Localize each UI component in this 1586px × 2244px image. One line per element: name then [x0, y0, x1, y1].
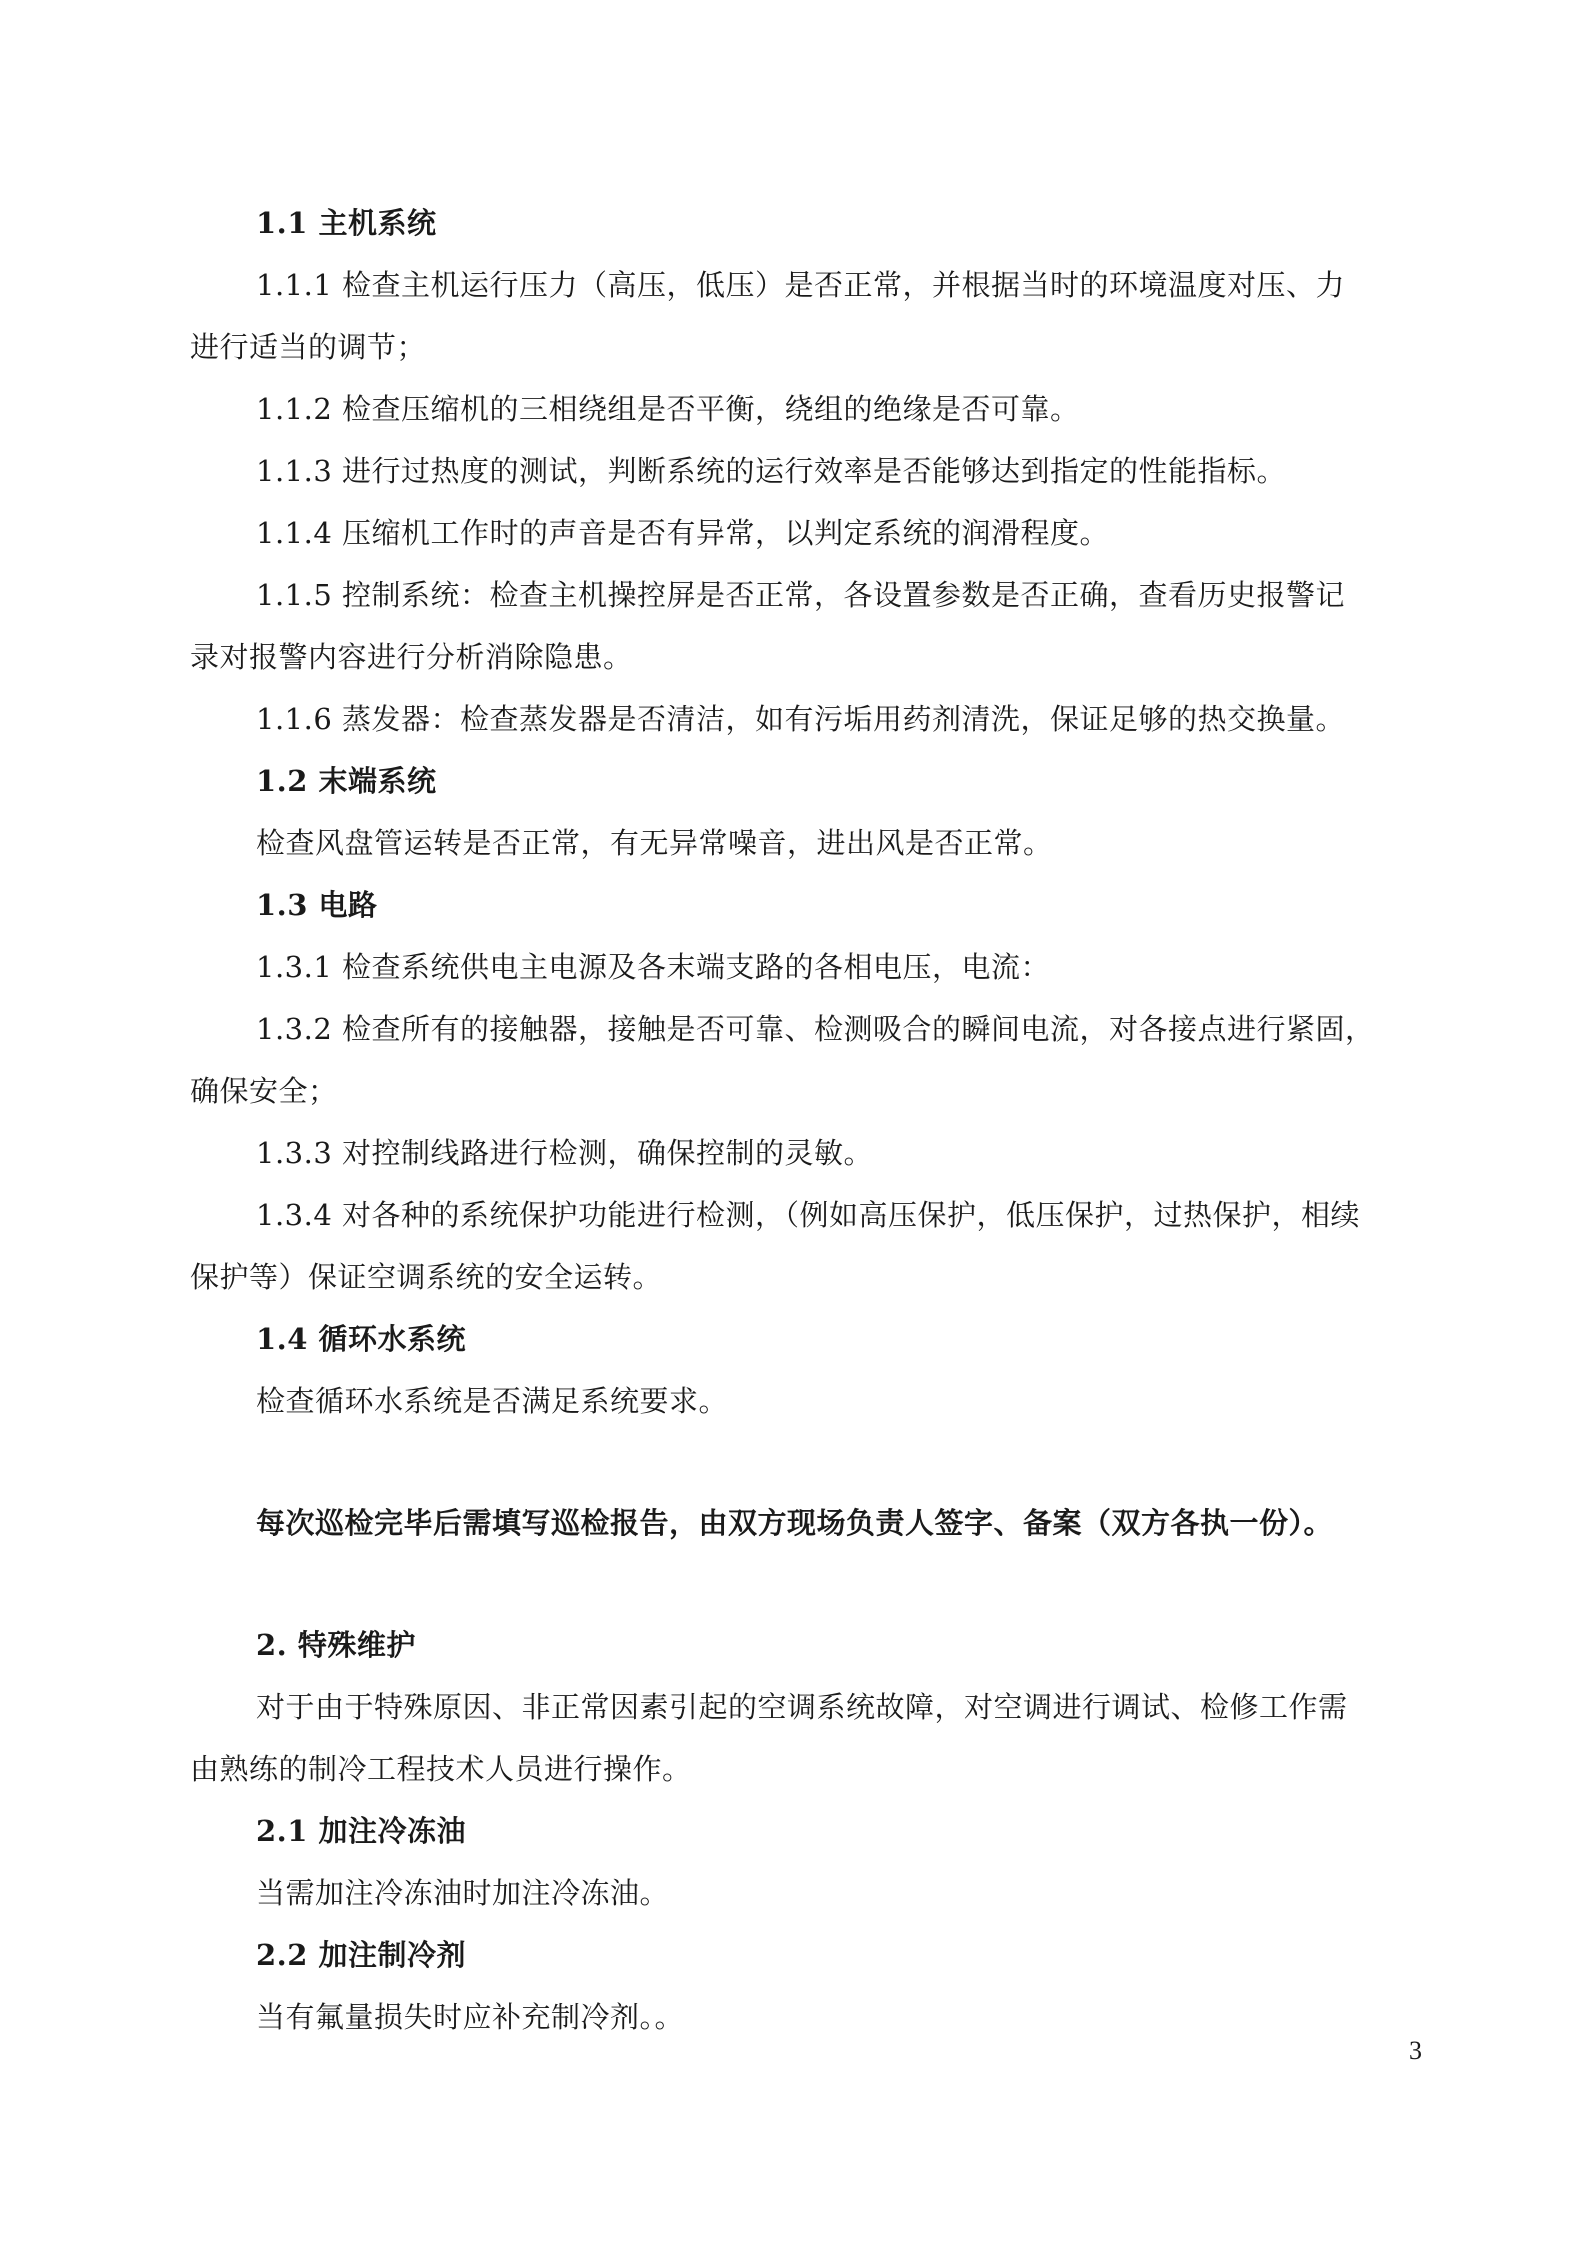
paragraph-1-1-1: 1.1.1 检查主机运行压力（高压，低压）是否正常，并根据当时的环境温度对压、力: [256, 268, 1346, 302]
paragraph-2-1: 当需加注冷冻油时加注冷冻油。: [256, 1876, 670, 1910]
heading-2-2: 2.2 加注制冷剂: [256, 1938, 467, 1972]
heading-1-3: 1.3 电路: [256, 888, 378, 922]
paragraph-1-1-3: 1.1.3 进行过热度的测试，判断系统的运行效率是否能够达到指定的性能指标。: [256, 454, 1287, 488]
paragraph-2: 对于由于特殊原因、非正常因素引起的空调系统故障，对空调进行调试、检修工作需: [256, 1690, 1348, 1724]
paragraph-1-3-4: 1.3.4 对各种的系统保护功能进行检测，（例如高压保护，低压保护，过热保护，相续: [256, 1198, 1361, 1232]
paragraph-1-1-2: 1.1.2 检查压缩机的三相绕组是否平衡，绕组的绝缘是否可靠。: [256, 392, 1080, 426]
paragraph-1-3-4-cont: 保护等）保证空调系统的安全运转。: [190, 1260, 663, 1294]
paragraph-1-3-3: 1.3.3 对控制线路进行检测，确保控制的灵敏。: [256, 1136, 874, 1170]
heading-1-4: 1.4 循环水系统: [256, 1322, 467, 1356]
document-body: [190, 192, 1430, 2048]
paragraph-2-cont: 由熟练的制冷工程技术人员进行操作。: [190, 1752, 692, 1786]
paragraph-1-1-6: 1.1.6 蒸发器：检查蒸发器是否清洁，如有污垢用药剂清洗，保证足够的热交换量。: [256, 702, 1346, 736]
paragraph-1-4: 检查循环水系统是否满足系统要求。: [256, 1384, 729, 1418]
paragraph-1-3-2-cont: 确保安全；: [190, 1074, 338, 1108]
heading-2-1: 2.1 加注冷冻油: [256, 1814, 467, 1848]
paragraph-1-3-1: 1.3.1 检查系统供电主电源及各末端支路的各相电压，电流：: [256, 950, 1051, 984]
heading-1-1: 1.1 主机系统: [256, 206, 437, 240]
paragraph-1-3-2: 1.3.2 检查所有的接触器，接触是否可靠、检测吸合的瞬间电流，对各接点进行紧固，: [256, 1012, 1375, 1046]
paragraph-1-2: 检查风盘管运转是否正常，有无异常噪音，进出风是否正常。: [256, 826, 1053, 860]
paragraph-1-1-1-cont: 进行适当的调节；: [190, 330, 427, 364]
heading-1-2: 1.2 末端系统: [256, 764, 437, 798]
paragraph-1-1-4: 1.1.4 压缩机工作时的声音是否有异常，以判定系统的润滑程度。: [256, 516, 1110, 550]
inspection-notice: 每次巡检完毕后需填写巡检报告，由双方现场负责人签字、备案（双方各执一份）。: [256, 1506, 1334, 1540]
paragraph-2-2: 当有氟量损失时应补充制冷剂。。: [256, 2000, 685, 2034]
paragraph-1-1-5: 1.1.5 控制系统：检查主机操控屏是否正常，各设置参数是否正确，查看历史报警记: [256, 578, 1346, 612]
page-number: 3: [1409, 2036, 1422, 2065]
paragraph-1-1-5-cont: 录对报警内容进行分析消除隐患。: [190, 640, 633, 674]
heading-2: 2. 特殊维护: [256, 1628, 416, 1662]
